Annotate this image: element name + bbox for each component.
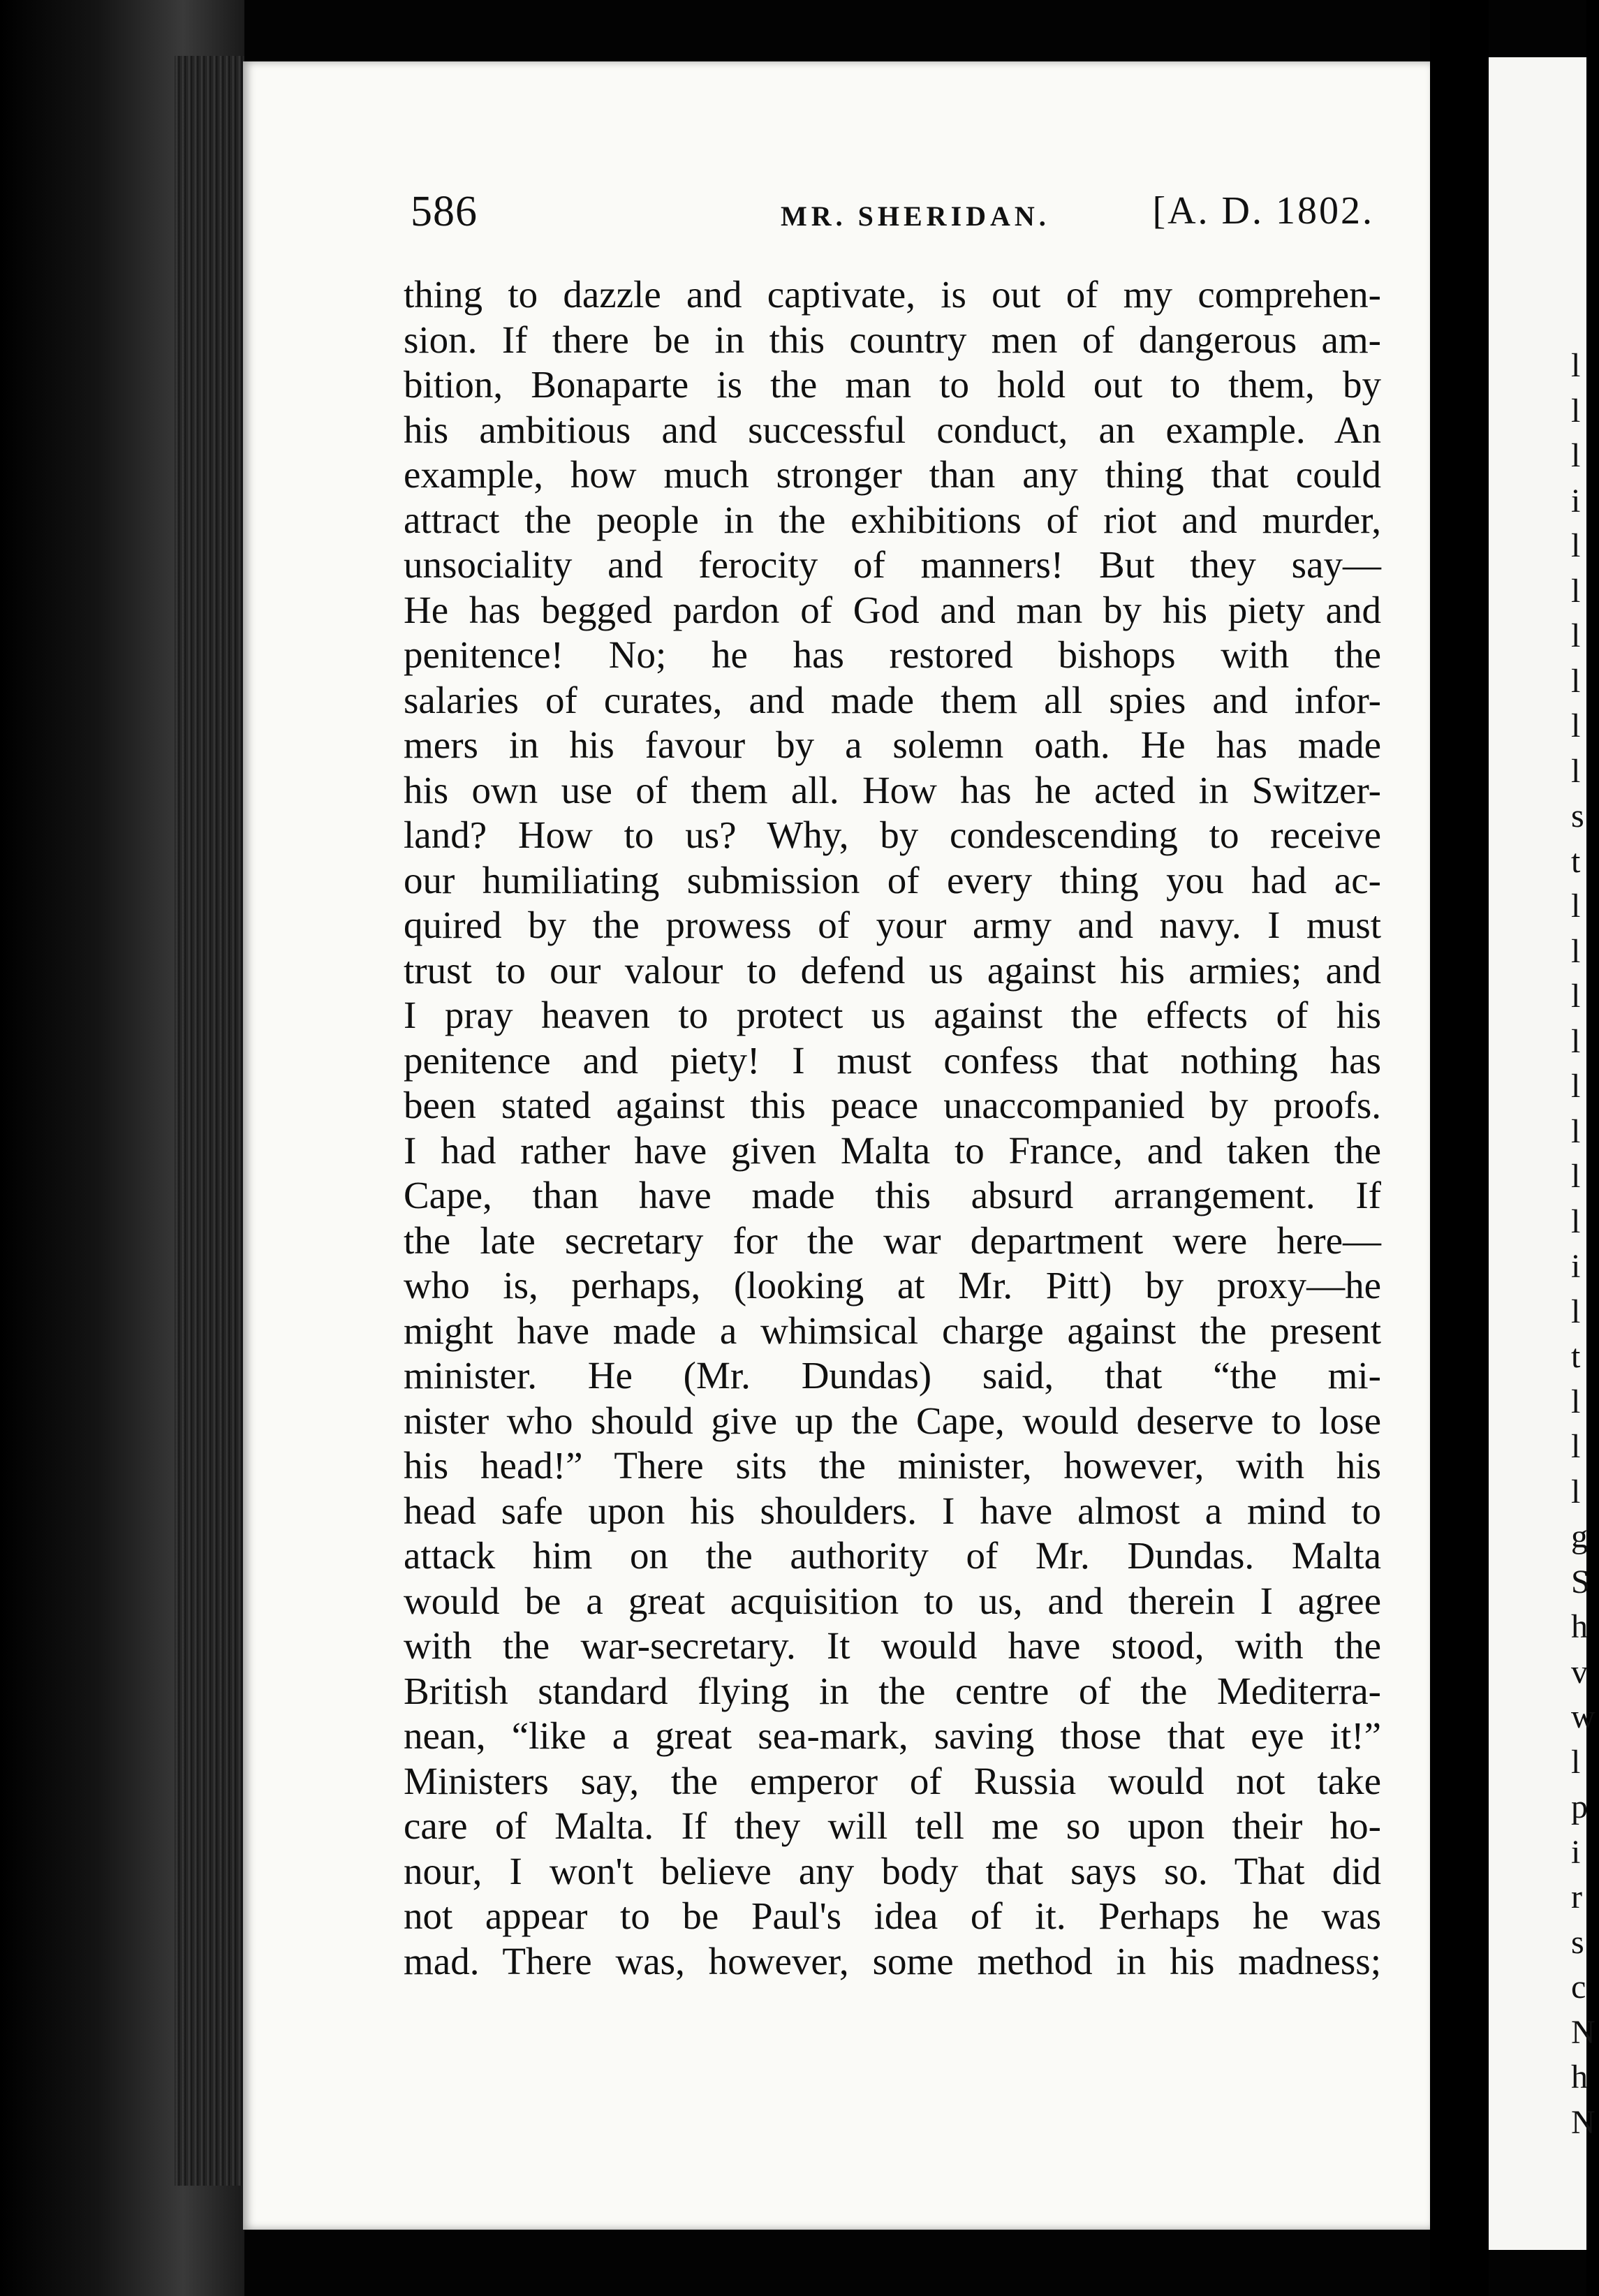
text-line: salaries of curates, and made them all spies and infor- — [404, 678, 1381, 721]
text-line: He has begged pardon of God and man by his piety and — [404, 588, 1381, 631]
next-page-letter: l — [1571, 932, 1581, 970]
book-page — [243, 61, 1430, 2230]
text-line: head safe upon his shoulders. I have almost a mind to — [404, 1489, 1381, 1532]
date-heading: [A. D. 1802. — [1152, 189, 1374, 233]
text-line: I had rather have given Malta to France, and taken the — [404, 1128, 1381, 1172]
page-header — [411, 187, 1374, 250]
next-page-letter: l — [1571, 1743, 1581, 1781]
next-page-letter: i — [1571, 1248, 1581, 1285]
next-page-letter: N — [1571, 2013, 1596, 2051]
text-line: sion. If there be in this country men of dangerous am- — [404, 318, 1381, 361]
next-page-fragment — [1489, 57, 1596, 2250]
text-line: attract the people in the exhibitions of riot and murder, — [404, 498, 1381, 541]
next-page-letter: l — [1571, 1293, 1581, 1330]
text-line: Ministers say, the emperor of Russia would not take — [404, 1759, 1381, 1802]
next-page-letter: l — [1571, 662, 1581, 700]
next-page-letter: l — [1571, 1428, 1581, 1465]
next-page-letter: l — [1571, 527, 1581, 564]
text-line: nour, I won't believe any body that says so. That did — [404, 1849, 1381, 1892]
body-text — [404, 272, 1381, 1984]
next-page-letter: l — [1571, 978, 1581, 1015]
text-line: British standard flying in the centre of the Mediterra- — [404, 1669, 1381, 1712]
next-page-letter: g — [1571, 1518, 1588, 1555]
next-page-letter: l — [1571, 392, 1581, 429]
next-page-letter: l — [1571, 1158, 1581, 1195]
text-line: trust to our valour to defend us against his armies; and — [404, 948, 1381, 992]
next-page-letter: v — [1571, 1653, 1588, 1691]
next-page-letter: t — [1571, 842, 1581, 880]
running-head: MR. SHERIDAN. — [781, 200, 1050, 232]
next-page-letter: l — [1571, 572, 1581, 610]
next-page-letter: h — [1571, 2059, 1588, 2096]
next-page-letter: l — [1571, 1202, 1581, 1240]
next-page-letter: p — [1571, 1788, 1588, 1825]
next-page-letter: l — [1571, 617, 1581, 654]
text-line: nean, “like a great sea-mark, saving those that eye it!” — [404, 1714, 1381, 1757]
next-page-letter: l — [1571, 1112, 1581, 1150]
page-edges — [175, 56, 244, 2186]
text-line: his own use of them all. How has he acted in Switzer- — [404, 768, 1381, 811]
text-line: might have made a whimsical charge against the present — [404, 1309, 1381, 1352]
text-line: example, how much stronger than any thing that could — [404, 453, 1381, 496]
next-page-letter: i — [1571, 482, 1581, 520]
text-line: with the war-secretary. It would have stood, with the — [404, 1624, 1381, 1667]
page-number: 586 — [411, 188, 478, 235]
text-line: quired by the prowess of your army and navy. I must — [404, 904, 1381, 946]
next-page-letter: r — [1571, 1878, 1582, 1915]
next-page-letter: h — [1571, 1608, 1588, 1645]
text-line: his head!” There sits the minister, however, with his — [404, 1444, 1381, 1487]
text-line: the late secretary for the war department were here— — [404, 1219, 1381, 1262]
text-line: penitence and piety! I must confess that nothing has — [404, 1038, 1381, 1082]
next-page-letter: c — [1571, 1968, 1586, 2006]
text-line: penitence! No; he has restored bishops with the — [404, 633, 1381, 676]
next-page-letter: l — [1571, 437, 1581, 474]
text-line: unsociality and ferocity of manners! But they say— — [404, 543, 1381, 586]
text-line: thing to dazzle and captivate, is out of my comprehen- — [404, 273, 1381, 316]
page-gutter — [1430, 0, 1489, 2296]
text-line: nister who should give up the Cape, would deserve to lose — [404, 1399, 1381, 1442]
text-line: I pray heaven to protect us against the effects of his — [404, 994, 1381, 1036]
text-line: been stated against this peace unaccompanied by proofs. — [404, 1084, 1381, 1126]
text-line: mers in his favour by a solemn oath. He has made — [404, 723, 1381, 766]
next-page-letter: S — [1571, 1563, 1590, 1600]
text-line: his ambitious and successful conduct, an example. An — [404, 408, 1381, 451]
next-page-letter: l — [1571, 888, 1581, 925]
text-line: minister. He (Mr. Dundas) said, that “the mi- — [404, 1354, 1381, 1397]
text-line: bition, Bonaparte is the man to hold out to them, by — [404, 363, 1381, 406]
text-line: who is, perhaps, (looking at Mr. Pitt) by proxy—he — [404, 1264, 1381, 1307]
next-page-letter: s — [1571, 797, 1584, 834]
next-page-letter: l — [1571, 752, 1581, 790]
text-line: Cape, than have made this absurd arrangement. If — [404, 1174, 1381, 1216]
text-line: mad. There was, however, some method in his madness; — [404, 1939, 1381, 1982]
next-page-letter: s — [1571, 1923, 1584, 1961]
next-page-letter: i — [1571, 1833, 1581, 1871]
next-page-letter: l — [1571, 347, 1581, 384]
next-page-letter: l — [1571, 1022, 1581, 1060]
next-page-letter: l — [1571, 1383, 1581, 1420]
text-line: would be a great acquisition to us, and therein I agree — [404, 1579, 1381, 1622]
next-page-letter: N — [1571, 2103, 1596, 2141]
text-line: care of Malta. If they will tell me so upon their ho- — [404, 1804, 1381, 1847]
next-page-letter: t — [1571, 1338, 1581, 1375]
next-page-letter: l — [1571, 1473, 1581, 1510]
text-line: not appear to be Paul's idea of it. Perhaps he was — [404, 1894, 1381, 1937]
next-page-letter: w — [1571, 1698, 1596, 1735]
text-line: land? How to us? Why, by condescending to receive — [404, 814, 1381, 856]
text-line: attack him on the authority of Mr. Dundas. Malta — [404, 1534, 1381, 1577]
next-page-letters — [1571, 344, 1599, 2145]
next-page-letter: l — [1571, 1068, 1581, 1105]
text-line: our humiliating submission of every thing you had ac- — [404, 858, 1381, 902]
next-page-letter: l — [1571, 707, 1581, 744]
